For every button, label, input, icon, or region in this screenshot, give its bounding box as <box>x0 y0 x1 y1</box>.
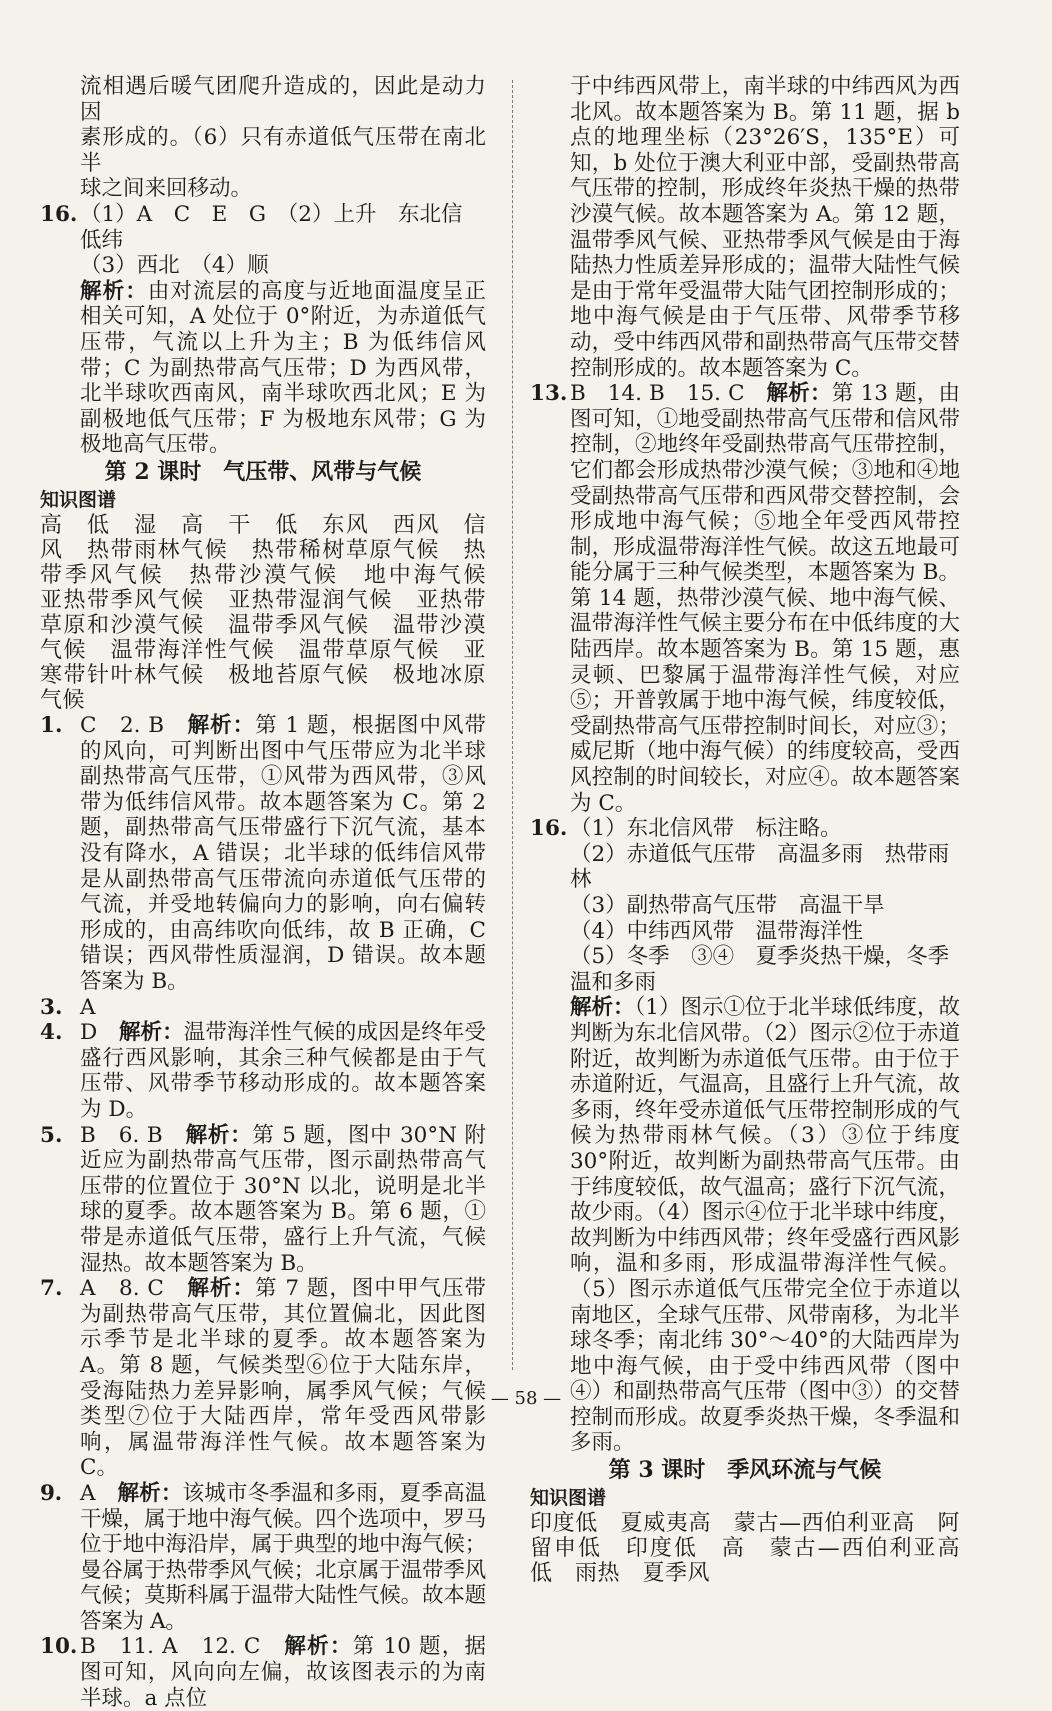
right-column <box>530 74 983 1587</box>
continued-explanation: 于中纬西风带上，南半球的中纬西风为西北风。故本题答案为 B。第 11 题，据 b 点的地理坐标（23°26′S，135°E）可知，b 处位于澳大利亚中部，受副热带高气压带的控制，形成终年炎热干燥的热带沙漠气候。故本题答案为 A。第 12 题，温带季风气候、亚热带季风气候是由于海陆热力性质差异形成的；温带大陆性气候是由于常年受温带大陆气团控制形成的；地中海气候是由于气压带、风带季节移动，受中纬西风带和副热带高气压带交替控制形成的。故本题答案为 C。 <box>570 74 960 381</box>
continued-text: 流相遇后暖气团爬升造成的，因此是动力因 素形成的。（6）只有赤道低气压带在南北半 球之间来回移动。 <box>80 74 486 202</box>
answer-13-15: 13. B 14. B 15. C 解析：第 13 题，由图可知，①地受副热带高气压带和信风带控制，②地终年受副热带高气压带控制，它们都会形成热带沙漠气候；③地和④地受副热带高气压带和西风带交替控制，会形成地中海气候；⑤地全年受西风带控制，形成温带海洋性气候。故这五地最可能分属于三种气候类型，本题答案为 B。第 14 题，热带沙漠气候、地中海气候、温带海洋性气候主要分布在中低纬度的大陆西岸。故本题答案为 B。第 15 题，惠灵顿、巴黎属于温带海洋性气候，对应⑤；开普敦属于地中海气候，纬度较低，受副热带高气压带控制时间长，对应③；威尼斯（地中海气候）的纬度较高，受西风控制的时间较长，对应④。故本题答案为 C。 <box>530 381 960 816</box>
answer-16-right: 16. （1）东北信风带 标注略。 （2）赤道低气压带 高温多雨 热带雨林 （3）副热带高气压带 高温干旱 （4）中纬西风带 温带海洋性 （5）冬季 ③④ 夏季炎热干燥，冬季温和多雨 <box>530 816 950 995</box>
column-divider <box>512 80 513 1370</box>
explanation-16-right: 解析：（1）图示①位于北半球低纬度，故判断为东北信风带。（2）图示②位于赤道附近，故判断为赤道低气压带。由于位于赤道附近，气温高，且盛行上升气流，故多雨，终年受赤道低气压带控制形成的气候为热带雨林气候。（3）③位于纬度 30°附近，故判断为副热带高气压带。由于纬度较低，故气温高；盛行下沉气流，故少雨。（4）图示④位于北半球中纬度，故判断为中纬西风带；终年受盛行西风影响，温和多雨，形成温带海洋性气候。（5）图示赤道低气压带完全位于赤道以南地区，全球气压带、风带南移，为北半球冬季；南北纬 30°～40°的大陆西岸为地中海气候，由于受中纬西风带（图中④）和副热带高气压带（图中③）的交替控制而形成。故夏季炎热干燥，冬季温和多雨。 <box>570 995 960 1456</box>
lesson-title: 第 3 课时 季风环流与气候 <box>608 1457 882 1484</box>
answer-5-6: 5. B 6. B 解析：第 5 题，图中 30°N 附近应为副热带高气压带，图示副热带高气压带的位置位于 30°N 以北，说明是北半球的夏季。故本题答案为 B。第 6 题，①带是赤道低气压带，盛行上升气流，气候湿热。故本题答案为 B。 <box>40 1122 486 1276</box>
answer-1-2: 1. C 2. B 解析：第 1 题，根据图中风带的风向，可判断出图中气压带应为北半球副热带高气压带，①风带为西风带，③风带为低纬信风带。故本题答案为 C。第 2 题，副热带高气压带盛行下沉气流，基本没有降水，A 错误；北半球的低纬信风带是从副热带高气压带流向赤道低气压带的气流，并受地转偏向力的影响，向右偏转形成的，由高纬吹向低纬，故 B 正确，C 错误；西风带性质湿润，D 错误。故本题答案为 B。 <box>40 713 486 995</box>
answer-4: 4. D 解析：温带海洋性气候的成因是终年受盛行西风影响，其余三种气候都是由于气压带、风带季节移动形成的。故本题答案为 D。 <box>40 1020 486 1122</box>
knowledge-map-text: 高 低 湿 高 干 低 东风 西风 信风 热带雨林气候 热带稀树草原气候 热带季风气候 热带沙漠气候 地中海气候 亚热带季风气候 亚热带湿润气候 亚热带草原和沙漠气候 温带季风气候 温带沙漠气候 温带海洋性气候 温带草原气候 亚寒带针叶林气候 极地苔原气候 极地冰原气候 <box>40 513 509 714</box>
answer-16: 16. （1）A C E G （2）上升 东北信 低纬 （3）西北 （4）顺 <box>40 201 484 279</box>
answer-number: 16. <box>530 816 568 842</box>
left-column <box>40 74 509 1711</box>
knowledge-map-heading: 知识图谱 <box>530 1486 607 1509</box>
answer-9: 9. A 解析：该城市冬季温和多雨，夏季高温干燥，属于地中海气候。四个选项中，罗马位于地中海沿岸，属于典型的地中海气候；曼谷属于热带季风气候；北京属于温带季风气候；莫斯科属于温带大陆性气候。故本题答案为 A。 <box>40 1480 486 1634</box>
answer-number: 16. <box>40 201 78 227</box>
answer-7-8: 7. A 8. C 解析：第 7 题，图中甲气压带为副热带高气压带，其位置偏北，因此图示季节是北半球的夏季。故本题答案为 A。第 8 题，气候类型⑥位于大陆东岸，受海陆热力差异影响，属季风气候；气候类型⑦位于大陆西岸，常年受西风带影响，属温带海洋性气候。故本题答案为 C。 <box>40 1276 486 1481</box>
answer-10-12: 10. B 11. A 12. C 解析：第 10 题，据图可知，风向向左偏，故该图表示的为南半球。a 点位 <box>40 1634 486 1711</box>
knowledge-map-text: 印度低 夏威夷高 蒙古—西伯利亚高 阿留申低 印度低 高 蒙古—西伯利亚高 低 雨热 夏季风 <box>530 1511 983 1587</box>
answer-3: 3. A <box>40 994 96 1020</box>
lesson-title: 第 2 课时 气压带、风带与气候 <box>104 458 422 485</box>
knowledge-map-heading: 知识图谱 <box>40 488 117 511</box>
page-number: — 58 — <box>490 1388 562 1409</box>
explanation-16: 解析：由对流层的高度与近地面温度呈正相关可知，A 处位于 0°附近，为赤道低气压带，气流以上升为主；B 为低纬信风带；C 为副热带高气压带；D 为西风带，北半球吹西南风，南半球吹西北风；E 为副极地低气压带；F 为极地东风带；G 为极地高气压带。 <box>80 278 486 458</box>
